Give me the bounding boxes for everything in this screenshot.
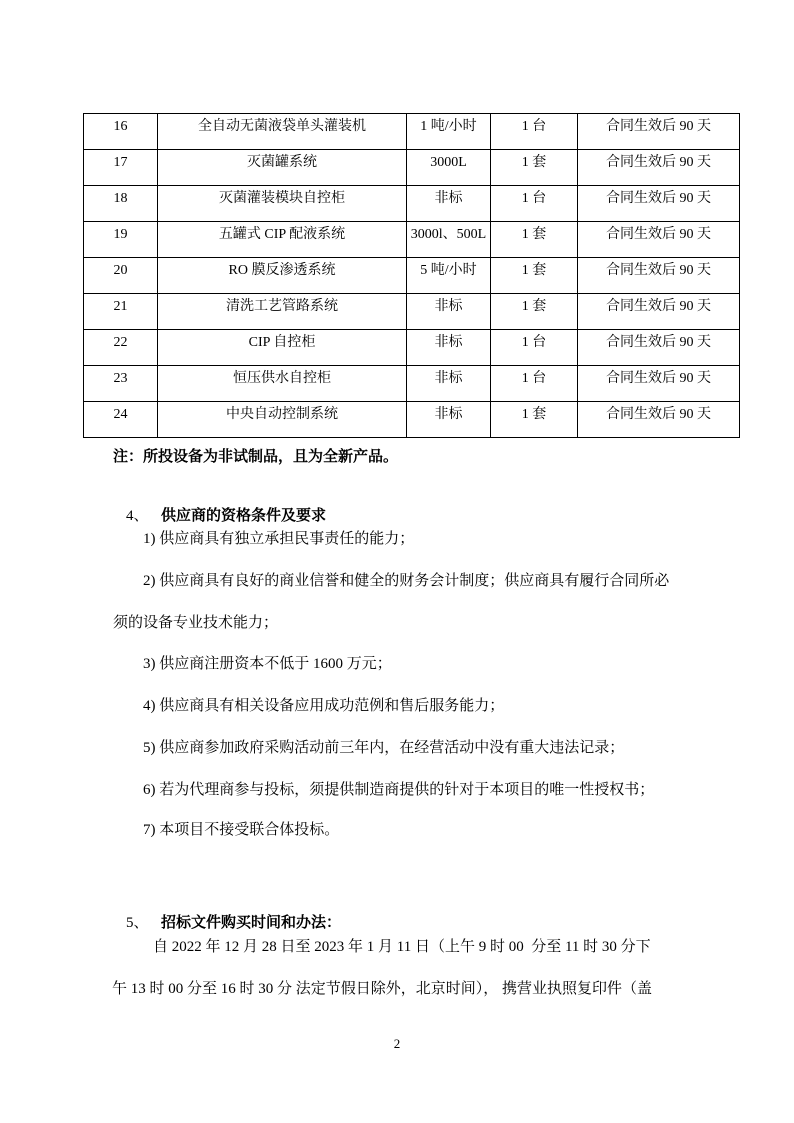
table-row: [84, 366, 740, 402]
cell-no: 24: [84, 402, 158, 438]
requirement-item-1: 1) 供应商具有独立承担民事责任的能力；: [143, 531, 415, 547]
requirement-item-7: 7) 本项目不接受联合体投标。: [143, 822, 340, 838]
section5-number: 5、: [126, 915, 149, 931]
note-line: 注：所投设备为非试制品，且为全新产品。: [113, 449, 399, 465]
cell-delivery: 合同生效后 90 天: [578, 402, 740, 438]
cell-delivery: 合同生效后 90 天: [578, 330, 740, 366]
page-number: 2: [393, 1036, 401, 1051]
cell-no: 16: [84, 114, 158, 150]
cell-equipment-name: 清洗工艺管路系统: [158, 294, 407, 330]
cell-no: 18: [84, 186, 158, 222]
cell-equipment-name: 灭菌灌装模块自控柜: [158, 186, 407, 222]
section5-paragraph-line-1: 自 2022 年 12 月 28 日至 2023 年 1 月 11 日（上午 9 时 00 分至 11 时 30 分下: [153, 939, 651, 955]
cell-equipment-name: 全自动无菌液袋单头灌装机: [158, 114, 407, 150]
cell-qty: 1 套: [491, 150, 578, 186]
requirement-item-2-cont: 须的设备专业技术能力；: [113, 615, 279, 631]
cell-spec: 1 吨/小时: [407, 114, 491, 150]
section5-paragraph-line-2: 午 13 时 00 分至 16 时 30 分 法定节假日除外，北京时间）， 携营业执照复印件（盖: [112, 981, 653, 997]
cell-qty: 1 台: [491, 114, 578, 150]
equipment-table: [83, 113, 740, 438]
cell-delivery: 合同生效后 90 天: [578, 294, 740, 330]
cell-no: 17: [84, 150, 158, 186]
section5-title: 招标文件购买时间和办法：: [161, 915, 342, 931]
cell-spec: 非标: [407, 330, 491, 366]
table-row: [84, 330, 740, 366]
cell-delivery: 合同生效后 90 天: [578, 150, 740, 186]
cell-spec: 3000L: [407, 150, 491, 186]
cell-delivery: 合同生效后 90 天: [578, 186, 740, 222]
cell-qty: 1 套: [491, 258, 578, 294]
cell-qty: 1 台: [491, 186, 578, 222]
requirement-item-6: 6) 若为代理商参与投标，须提供制造商提供的针对于本项目的唯一性授权书；: [143, 782, 655, 798]
cell-spec: 非标: [407, 186, 491, 222]
cell-delivery: 合同生效后 90 天: [578, 114, 740, 150]
cell-no: 21: [84, 294, 158, 330]
cell-qty: 1 台: [491, 330, 578, 366]
requirement-item-2: 2) 供应商具有良好的商业信誉和健全的财务会计制度；供应商具有履行合同所必: [143, 573, 670, 589]
cell-spec: 非标: [407, 294, 491, 330]
section4-title: 供应商的资格条件及要求: [161, 508, 327, 524]
cell-spec: 3000l、500L: [407, 222, 491, 258]
cell-equipment-name: 中央自动控制系统: [158, 402, 407, 438]
cell-qty: 1 套: [491, 222, 578, 258]
table-row: [84, 258, 740, 294]
cell-no: 20: [84, 258, 158, 294]
table-row: [84, 150, 740, 186]
cell-delivery: 合同生效后 90 天: [578, 366, 740, 402]
table-row: [84, 114, 740, 150]
cell-equipment-name: 灭菌罐系统: [158, 150, 407, 186]
cell-qty: 1 套: [491, 294, 578, 330]
requirement-item-5: 5) 供应商参加政府采购活动前三年内，在经营活动中没有重大违法记录；: [143, 740, 625, 756]
cell-no: 23: [84, 366, 158, 402]
cell-qty: 1 套: [491, 402, 578, 438]
table-row: [84, 186, 740, 222]
requirement-item-3: 3) 供应商注册资本不低于 1600 万元；: [143, 656, 392, 672]
cell-spec: 5 吨/小时: [407, 258, 491, 294]
cell-qty: 1 台: [491, 366, 578, 402]
cell-spec: 非标: [407, 402, 491, 438]
cell-no: 22: [84, 330, 158, 366]
cell-equipment-name: RO 膜反渗透系统: [158, 258, 407, 294]
cell-spec: 非标: [407, 366, 491, 402]
section4-number: 4、: [126, 508, 149, 524]
cell-no: 19: [84, 222, 158, 258]
cell-equipment-name: 五罐式 CIP 配液系统: [158, 222, 407, 258]
table-row: [84, 402, 740, 438]
requirement-item-4: 4) 供应商具有相关设备应用成功范例和售后服务能力；: [143, 698, 505, 714]
cell-equipment-name: CIP 自控柜: [158, 330, 407, 366]
table-row: [84, 222, 740, 258]
cell-delivery: 合同生效后 90 天: [578, 222, 740, 258]
cell-equipment-name: 恒压供水自控柜: [158, 366, 407, 402]
table-row: [84, 294, 740, 330]
cell-delivery: 合同生效后 90 天: [578, 258, 740, 294]
